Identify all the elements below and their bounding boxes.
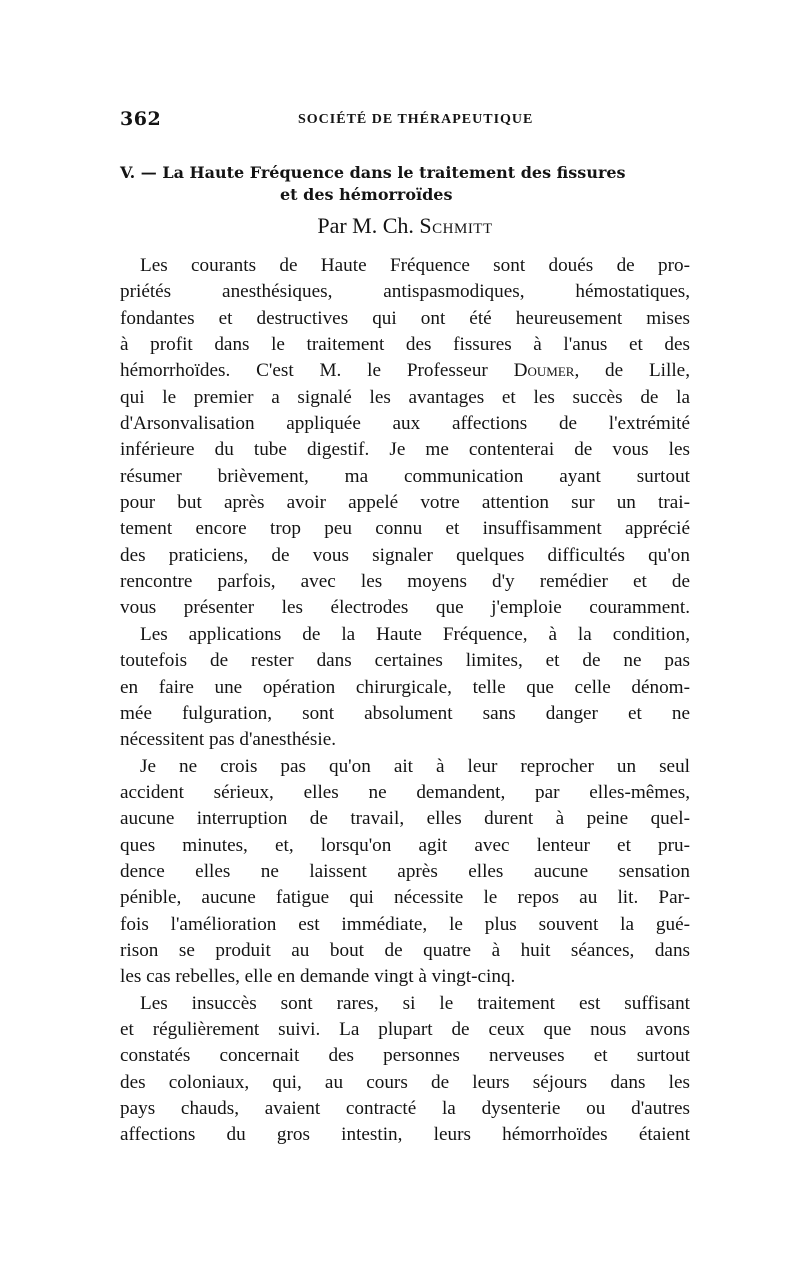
text-line: tement encore trop peu connu et insuffisamment apprécié [120,518,690,540]
text-line: dence elles ne laissent après elles aucune sensation [120,860,690,882]
text-line: Les insuccès sont rares, si le traitement est suffisant [140,992,690,1014]
text-line: des coloniaux, qui, au cours de leurs séjours dans les [120,1071,690,1093]
text-line: qui le premier a signalé les avantages et les succès de la [120,386,690,408]
text-line: Je ne crois pas qu'on ait à leur reprocher un seul [140,755,690,777]
text-line-with-name [120,358,690,384]
text-line: pénible, aucune fatigue qui nécessite le repos au lit. Par- [120,887,690,909]
article-title [120,162,688,206]
text-line: et régulièrement suivi. La plupart de ceux que nous avons [120,1018,690,1040]
paragraph-2 [120,622,690,754]
text-segment: , de Lille, [574,360,690,382]
text-line: aucune interruption de travail, elles durent à peine quel- [120,808,690,830]
text-line: résumer brièvement, ma communication ayant surtout [120,465,690,487]
text-line: pays chauds, avaient contracté la dysenterie ou d'autres [120,1098,690,1119]
text-line: inférieure du tube digestif. Je me contenterai de vous les [120,439,690,461]
text-line: rison se produit au bout de quatre à huit séances, dans [120,939,690,961]
author-prefix: Par M. Ch. [317,213,420,238]
text-line: toutefois de rester dans certaines limites, et de ne pas [120,650,690,672]
text-line: en faire une opération chirurgicale, telle que celle dénom- [120,676,690,698]
text-line: les cas rebelles, elle en demande vingt à vingt-cinq. [120,966,516,988]
text-line: affections du gros intestin, leurs hémorrhoïdes étaient [120,1124,690,1146]
page-number: 362 [120,108,162,130]
paragraph-1 [120,253,690,622]
text-line: rencontre parfois, avec les moyens d'y remédier et de [120,571,690,593]
text-line: fois l'amélioration est immédiate, le plus souvent la gué- [120,913,690,935]
text-line: fondantes et destructives qui ont été heureusement mises [120,307,690,329]
text-line: vous présenter les électrodes que j'emploie couramment. [120,597,690,619]
paragraph-4 [120,991,690,1149]
text-line: mée fulguration, sont absolument sans danger et ne [120,702,690,724]
text-line: nécessitent pas d'anesthésie. [120,729,337,751]
running-head [120,108,680,132]
text-line: des praticiens, de vous signaler quelques difficultés qu'on [120,544,690,566]
text-line: pour but après avoir appelé votre attention sur un trai- [120,492,690,514]
person-name: Doumer [513,360,575,382]
author-name: Schmitt [419,213,493,238]
text-line: Les courants de Haute Fréquence sont doués de pro- [140,255,690,276]
text-segment: hémorrhoïdes. C'est M. le Professeur [120,360,514,382]
text-line: constatés concernait des personnes nerveuses et surtout [120,1045,690,1067]
text-line: accident sérieux, elles ne demandent, par elles-mêmes, [120,781,690,803]
text-line: Les applications de la Haute Fréquence, à la condition, [140,623,690,645]
author-byline [120,212,690,240]
text-line: priétés anesthésiques, antispasmodiques, hémostatiques, [120,281,690,303]
paragraph-3 [120,754,690,991]
text-line: à profit dans le traitement des fissures à l'anus et des [120,334,690,356]
article-title-line-2: et des hémorroïdes [280,185,453,204]
text-line: d'Arsonvalisation appliquée aux affections de l'extrémité [120,413,690,435]
article-title-line-1: V. — La Haute Fréquence dans le traitement des fissures [120,163,626,182]
article-body [120,253,690,1149]
text-line: ques minutes, et, lorsqu'on agit avec lenteur et pru- [120,834,690,856]
journal-title: SOCIÉTÉ DE THÉRAPEUTIQUE [298,112,534,127]
